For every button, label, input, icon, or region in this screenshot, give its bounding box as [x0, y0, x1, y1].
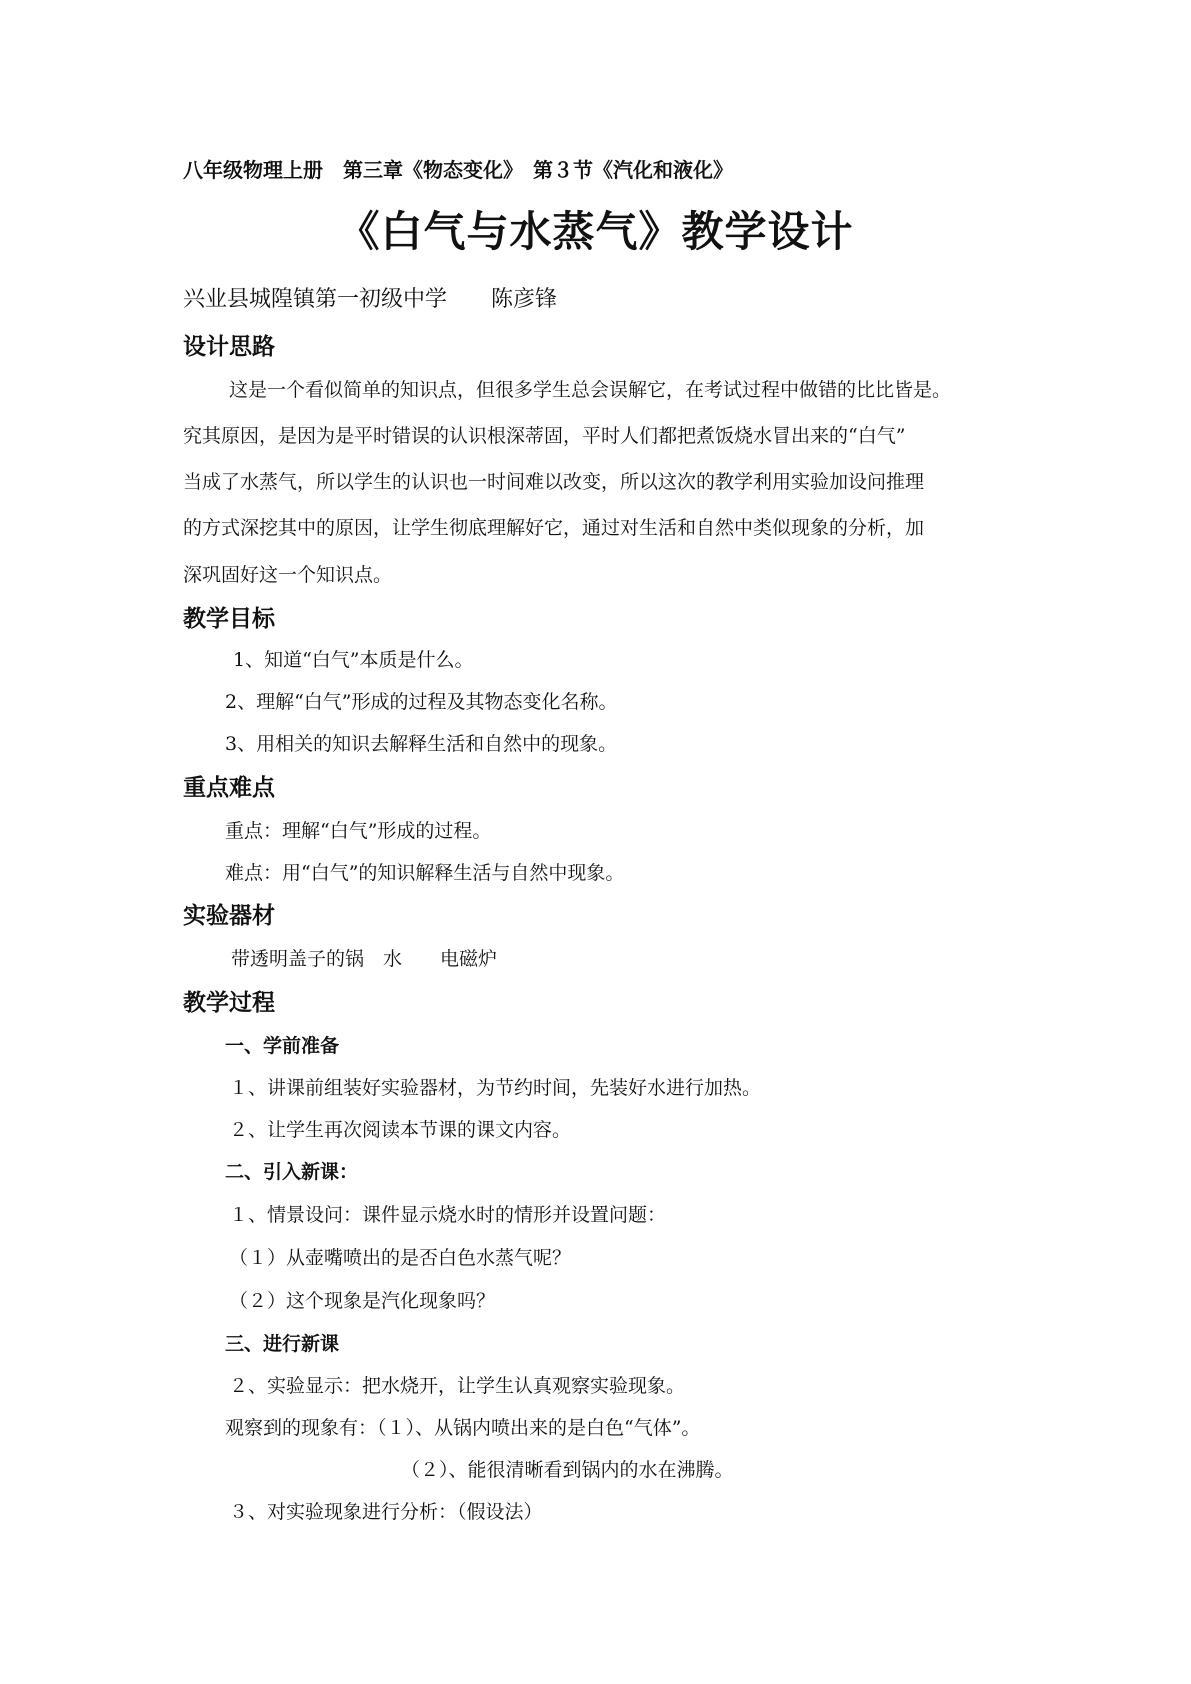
section-title: 一、学前准备	[225, 1035, 340, 1057]
process-item: （２）、能很清晰看到锅内的水在沸腾。	[401, 1459, 734, 1481]
process-item: 观察到的现象有：（１）、从锅内喷出来的是白色“气体”。	[225, 1417, 701, 1439]
paragraph-line: 这是一个看似简单的知识点，但很多学生总会误解它，在考试过程中做错的比比皆是。	[229, 379, 952, 401]
objective-item: 2、理解“白气”形成的过程及其物态变化名称。	[225, 691, 618, 713]
process-item: （２）这个现象是汽化现象吗？	[229, 1290, 496, 1312]
document-title: 《白气与水蒸气》教学设计	[337, 207, 854, 256]
section-title: 二、引入新课：	[225, 1161, 359, 1183]
heading-objectives: 教学目标	[183, 606, 275, 632]
section-title: 三、进行新课	[225, 1333, 340, 1355]
objective-item: 3、用相关的知识去解释生活和自然中的现象。	[225, 733, 618, 755]
process-item: １、情景设问：课件显示烧水时的情形并设置问题：	[229, 1204, 667, 1226]
key-point-item: 难点：用“白气”的知识解释生活与自然中现象。	[225, 862, 625, 884]
heading-design-idea: 设计思路	[183, 334, 275, 360]
heading-key-points: 重点难点	[183, 775, 275, 801]
heading-equipment: 实验器材	[183, 903, 275, 929]
objective-item: 1、知道“白气”本质是什么。	[233, 649, 474, 671]
heading-process: 教学过程	[183, 990, 275, 1016]
paragraph-line: 的方式深挖其中的原因，让学生彻底理解好它，通过对生活和自然中类似现象的分析，加	[183, 517, 925, 539]
paragraph-line: 深巩固好这一个知识点。	[183, 564, 393, 586]
process-item: ２、实验显示：把水烧开，让学生认真观察实验现象。	[229, 1375, 686, 1397]
paragraph-line: 当成了水蒸气，所以学生的认识也一时间难以改变，所以这次的教学利用实验加设问推理	[183, 471, 925, 493]
key-point-item: 重点：理解“白气”形成的过程。	[225, 820, 492, 842]
paragraph-line: 究其原因，是因为是平时错误的认识根深蒂固，平时人们都把煮饭烧水冒出来的“白气”	[183, 425, 906, 447]
process-item: ２、让学生再次阅读本节课的课文内容。	[229, 1119, 572, 1141]
author-line: 兴业县城隍镇第一初级中学 陈彦锋	[183, 287, 558, 312]
equipment-list: 带透明盖子的锅 水 电磁炉	[231, 948, 498, 970]
chapter-subtitle: 八年级物理上册 第三章《物态变化》 第３节《汽化和液化》	[183, 158, 733, 182]
process-item: ３、对实验现象进行分析：（假设法）	[229, 1501, 543, 1523]
process-item: （１）从壶嘴喷出的是否白色水蒸气呢？	[229, 1247, 572, 1269]
process-item: １、讲课前组装好实验器材，为节约时间，先装好水进行加热。	[229, 1077, 762, 1099]
